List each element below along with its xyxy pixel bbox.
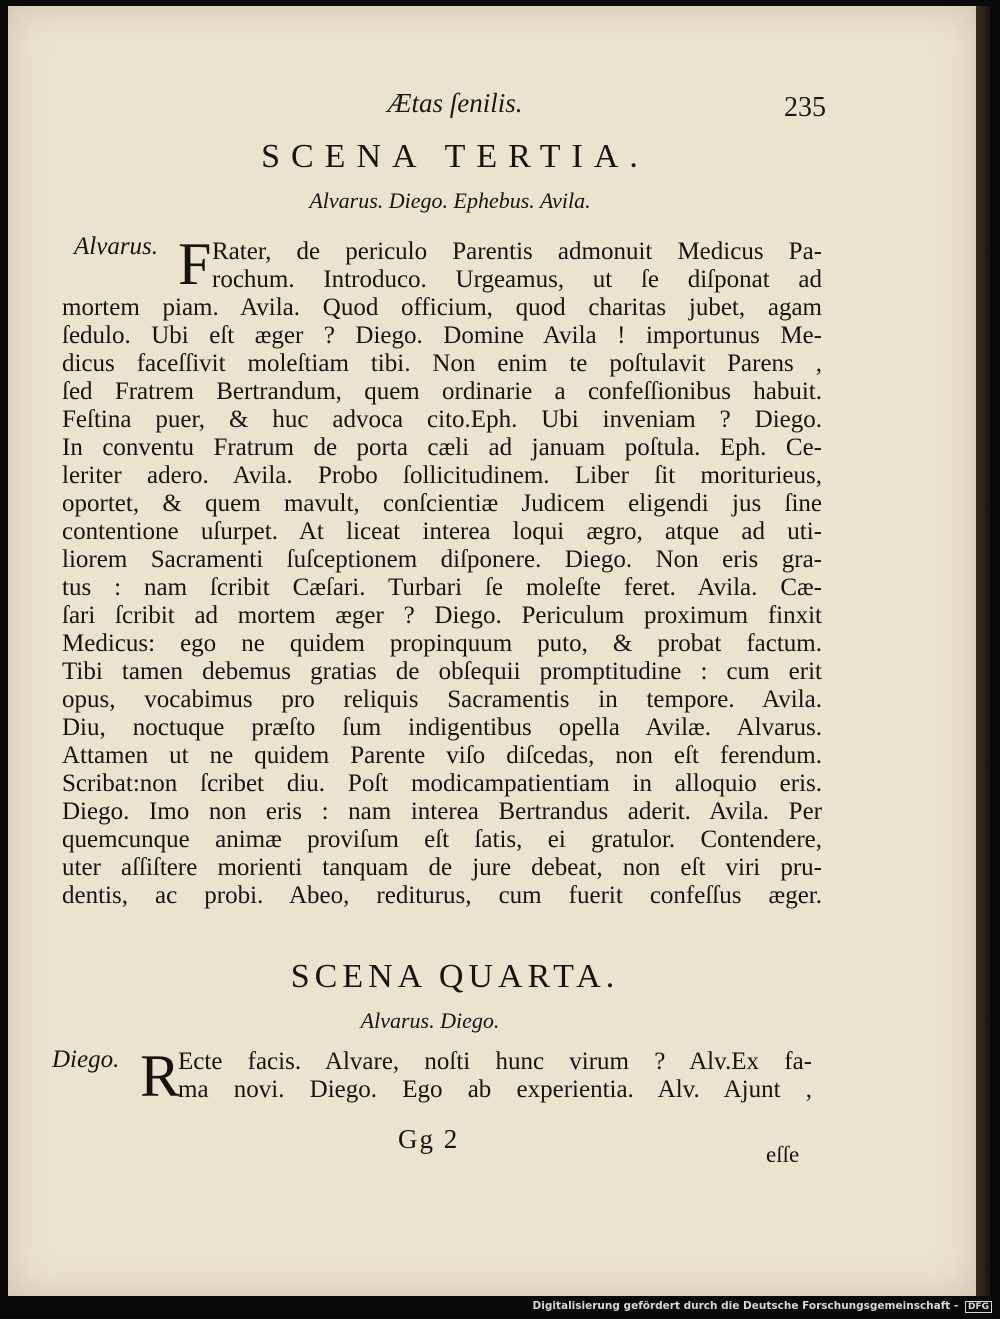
text-line: Diu, noctuque præſto ſum indigentibus opella Avilæ. Alvarus. xyxy=(62,714,822,741)
running-header: Ætas ſenilis. xyxy=(387,88,523,118)
digitization-credit xyxy=(533,1300,992,1313)
scene-title-3: SCENA TERTIA. xyxy=(261,138,649,175)
text-line: In conventu Fratrum de porta cæli ad januam poſtula. Eph. Ce- xyxy=(62,434,822,461)
text-line: Scribat:non ſcribet diu. Poſt modicampatientiam in alloquio eris. xyxy=(62,770,822,797)
text-line: dentis, ac probi. Abeo, rediturus, cum fuerit confeſſus æger. xyxy=(62,882,822,909)
catchword: eſſe xyxy=(766,1142,800,1167)
text-line: Tibi tamen debemus gratias de obſequii promptitudine : cum erit xyxy=(62,658,822,685)
text-line: dicus faceſſivit moleſtiam tibi. Non enim te poſtulavit Parens , xyxy=(62,350,822,377)
text-line: oportet, & quem mavult, conſcientiæ Judicem eligendi jus ſine xyxy=(62,490,822,517)
scene-title-4: SCENA QUARTA. xyxy=(290,958,620,995)
text-line: Attamen ut ne quidem Parente viſo diſcedas, non eſt ferendum. xyxy=(62,742,822,769)
drop-cap: R xyxy=(140,1043,181,1109)
text-line: opus, vocabimus pro reliquis Sacramentis in tempore. Avila. xyxy=(62,686,822,713)
text-line: ſed Fratrem Bertrandum, quem ordinarie a confeſſionibus habuit. xyxy=(62,378,822,405)
text-line: rochum. Introduco. Urgeamus, ut ſe diſponat ad xyxy=(212,266,822,293)
drop-cap: F xyxy=(178,231,212,297)
signature-mark: Gg 2 xyxy=(398,1124,460,1154)
speaker-label: Diego. xyxy=(52,1046,120,1073)
dfg-logo: DFG xyxy=(965,1301,992,1313)
text-line: Ecte facis. Alvare, noſti hunc virum ? Alv.Ex fa- xyxy=(178,1048,812,1075)
text-line: uter aſſiſtere morienti tanquam de jure debeat, non eſt viri pru- xyxy=(62,854,822,881)
credit-text: Digitalisierung gefördert durch die Deutsche Forschungsgemeinschaft - xyxy=(532,1300,959,1312)
text-line: Feſtina puer, & huc advoca cito.Eph. Ubi inveniam ? Diego. xyxy=(62,406,822,433)
speaker-label: Alvarus. xyxy=(74,233,159,260)
scene-characters-3: Alvarus. Diego. Ephebus. Avila. xyxy=(309,188,591,213)
text-line: Rater, de periculo Parentis admonuit Medicus Pa- xyxy=(212,238,822,265)
text-line: ma novi. Diego. Ego ab experientia. Alv. Ajunt , xyxy=(178,1076,812,1103)
text-line: Medicus: ego ne quidem propinquum puto, & probat factum. xyxy=(62,630,822,657)
text-line: quemcunque animæ proviſum eſt ſatis, ei gratulor. Contendere, xyxy=(62,826,822,853)
text-line: contentione uſurpet. At liceat interea loqui ægro, atque ad uti- xyxy=(62,518,822,545)
page-edge xyxy=(976,6,990,1296)
text-line: tus : nam ſcribit Cæſari. Turbari ſe moleſte feret. Avila. Cæ- xyxy=(62,574,822,601)
text-line: Diego. Imo non eris : nam interea Bertrandus aderit. Avila. Per xyxy=(62,798,822,825)
text-line: ſedulo. Ubi eſt æger ? Diego. Domine Avila ! importunus Me- xyxy=(62,322,822,349)
scene-characters-4: Alvarus. Diego. xyxy=(360,1008,500,1033)
text-line: liorem Sacramenti ſuſceptionem diſponere. Diego. Non eris gra- xyxy=(62,546,822,573)
text-line: leriter adero. Avila. Probo ſollicitudinem. Liber ſit moriturieus, xyxy=(62,462,822,489)
text-line: mortem piam. Avila. Quod officium, quod charitas jubet, agam xyxy=(62,294,822,321)
page-number: 235 xyxy=(784,92,826,123)
text-line: ſari ſcribit ad mortem æger ? Diego. Periculum proximum finxit xyxy=(62,602,822,629)
